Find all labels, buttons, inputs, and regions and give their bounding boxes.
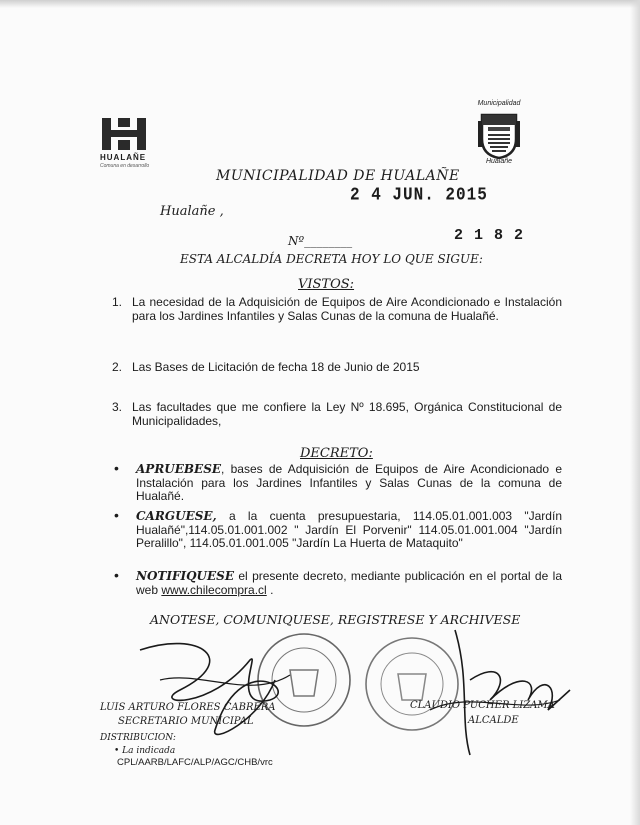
decreto-item: [112, 507, 562, 552]
item-text: Las Bases de Licitación de fecha 18 de Junio de 2015: [132, 360, 420, 374]
decree-intro: ESTA ALCALDÍA DECRETA HOY LO QUE SIGUE:: [180, 252, 483, 266]
document-title: MUNICIPALIDAD DE HUALAÑE: [216, 168, 460, 184]
mayor-name: CLAUDIO PUCHER LIZAMA: [410, 700, 555, 711]
coat-of-arms-icon: [478, 109, 520, 159]
seal-bottom-text: Hualañe: [485, 158, 513, 165]
item-number: 1.: [112, 295, 123, 309]
scan-edge-top: [0, 0, 640, 8]
item-keyword: CARGUESE,: [136, 509, 217, 523]
bullet-icon: •: [114, 567, 119, 583]
decree-number-stamp: 2 1 8 2: [454, 227, 525, 244]
item-text: Las facultades que me confiere la Ley Nº 18.695, Orgánica Constitucional de Municipalidades,: [132, 400, 562, 428]
place: Hualañe ,: [160, 204, 224, 219]
chilecompra-link[interactable]: www.chilecompra.cl: [161, 582, 267, 597]
logo-name: HUALAÑE: [100, 153, 147, 162]
municipality-logo: [100, 116, 170, 176]
mayor-title: ALCALDE: [468, 715, 519, 726]
item-number: 2.: [112, 360, 123, 374]
item-number: 3.: [112, 400, 123, 414]
distribution-label: DISTRIBUCION:: [100, 733, 176, 743]
closing-line: ANOTESE, COMUNIQUESE, REGISTRESE Y ARCHIVESE: [150, 612, 521, 627]
item-keyword: APRUEBESE: [136, 462, 222, 476]
bullet-icon: •: [114, 507, 119, 523]
item-text: CARGUESE, a la cuenta presupuestaria, 114.05.01.001.003 "Jardín Hualañé",114.05.01.001.002 " Jardín El Porvenir" 114.05.01.001.004 "Jardín Peralillo", 114.05.01.001.005 "Jardín La Huerta de Mataquito": [136, 509, 562, 550]
municipal-seal: [466, 100, 532, 170]
right-signature-icon: [455, 630, 570, 755]
distribution-item: • La indicada: [114, 746, 176, 756]
bullet-icon: •: [114, 460, 119, 476]
vistos-item: [112, 296, 562, 336]
seal-top-text: Municipalidad: [477, 100, 521, 107]
vistos-heading: VISTOS:: [298, 277, 355, 292]
vistos-item: [112, 361, 562, 377]
logo-tagline: Comuna en desarrollo: [100, 163, 150, 169]
right-stamp-icon: [366, 638, 458, 730]
secretary-name: LUIS ARTURO FLORES CABRERA: [100, 702, 276, 713]
item-text: APRUEBESE, bases de Adquisición de Equipos de Aire Acondicionado e Instalación para los Jardines Infantiles y Salas Cunas de la comuna de Hualañé.: [136, 462, 562, 503]
typist-initials: CPL/AARB/LAFC/ALP/AGC/CHB/vrc: [117, 757, 273, 768]
decreto-item: [112, 567, 562, 600]
date-stamp: 2 4 JUN. 2015: [350, 184, 488, 206]
item-text: NOTIFIQUESE el presente decreto, mediante publicación en el portal de la web www.chilecompra.cl .: [136, 569, 562, 597]
vistos-item: [112, 401, 562, 431]
signature-area: [0, 620, 640, 760]
item-keyword: NOTIFIQUESE: [136, 569, 234, 583]
decreto-heading: DECRETO:: [300, 446, 373, 461]
item-text: La necesidad de la Adquisición de Equipos de Aire Acondicionado e Instalación para los Jardines Infantiles y Salas Cunas de la comuna de Hualañé.: [132, 295, 562, 323]
secretary-title: SECRETARIO MUNICIPAL: [118, 716, 254, 727]
decreto-item: [112, 460, 562, 505]
decree-number-label: Nº________: [288, 234, 353, 248]
h-logo-icon: [100, 116, 148, 152]
